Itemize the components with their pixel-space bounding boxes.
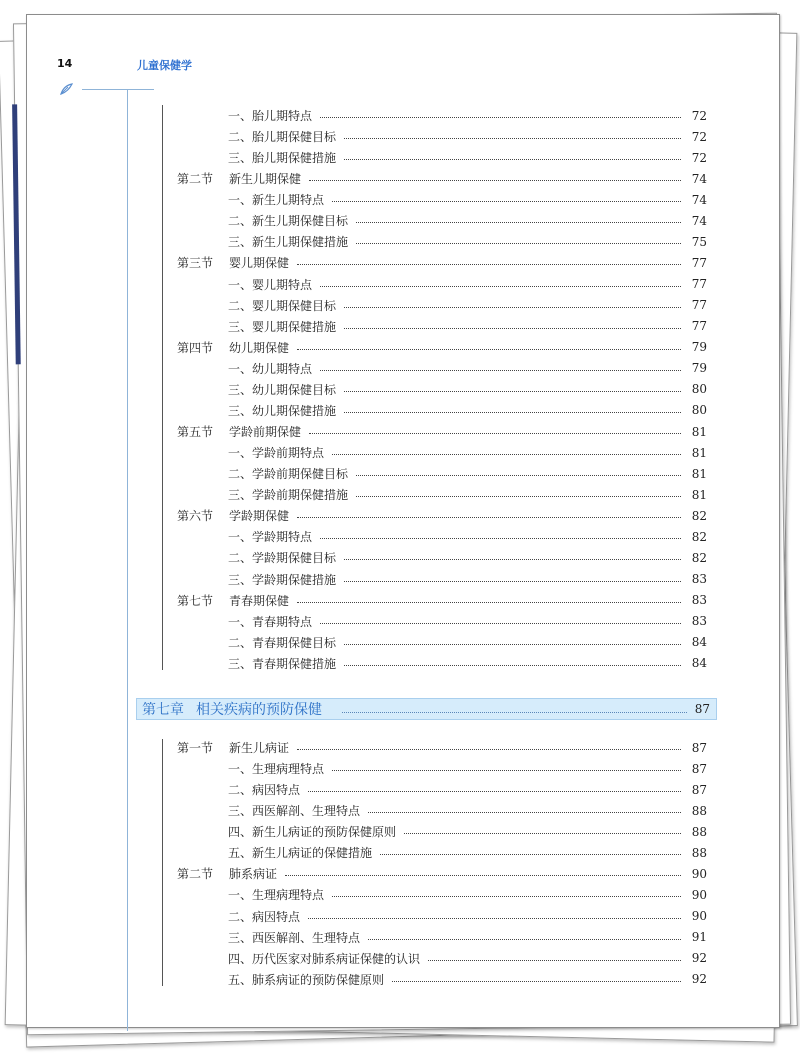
toc-page-number: 81: [691, 424, 707, 439]
leader-dots: [320, 623, 681, 624]
leader-dots: [356, 222, 681, 223]
toc-item-row[interactable]: [228, 274, 707, 295]
toc-item-label: 一、幼儿期特点: [228, 361, 313, 376]
toc-page-number: 87: [691, 761, 707, 776]
toc-item-row[interactable]: [228, 779, 707, 800]
toc-section-row[interactable]: [177, 252, 707, 273]
chapter-heading[interactable]: [136, 698, 717, 720]
toc-item-label: 五、新生儿病证的保健措施: [228, 846, 373, 861]
toc-page-number: 80: [691, 382, 707, 397]
section-title: 学龄期保健: [229, 509, 290, 524]
toc-item-label: 一、学龄期特点: [228, 530, 313, 545]
toc-item-row[interactable]: [228, 126, 707, 147]
leader-dots: [332, 770, 681, 771]
toc-item-row[interactable]: [228, 442, 707, 463]
section-number: 第五节: [177, 425, 214, 440]
chapter-number: 第七章: [142, 702, 184, 718]
section-number: 第三节: [177, 256, 214, 271]
toc-page-number: 91: [691, 930, 707, 945]
toc-section-row[interactable]: [177, 863, 707, 884]
leader-dots: [344, 412, 681, 413]
toc-section-row[interactable]: [177, 505, 707, 526]
toc-page-number: 84: [691, 635, 707, 650]
toc-item-label: 二、新生儿期保健目标: [228, 214, 349, 229]
section-title: 学龄前期保健: [229, 425, 302, 440]
toc-item-label: 一、生理病理特点: [228, 888, 325, 903]
toc-section-row[interactable]: [177, 168, 707, 189]
leader-dots: [297, 264, 681, 265]
toc-item-label: 三、西医解剖、生理特点: [228, 930, 361, 945]
leader-dots: [332, 454, 681, 455]
leader-dots: [285, 875, 681, 876]
leader-dots: [344, 665, 681, 666]
toc-page-number: 83: [691, 572, 707, 587]
leader-dots: [344, 581, 681, 582]
toc-item-label: 三、西医解剖、生理特点: [228, 804, 361, 819]
toc-item-label: 三、胎儿期保健措施: [228, 151, 337, 166]
toc-bracket: [162, 105, 163, 670]
leader-dots: [320, 286, 681, 287]
section-title: 新生儿期保健: [229, 172, 302, 187]
toc-page-number: 81: [691, 445, 707, 460]
toc-item-label: 一、婴儿期特点: [228, 277, 313, 292]
toc-item-label: 一、学龄前期特点: [228, 446, 325, 461]
toc-item-row[interactable]: [228, 569, 707, 590]
toc-page-number: 81: [691, 466, 707, 481]
section-number: 第二节: [177, 172, 214, 187]
leader-dots: [356, 243, 681, 244]
toc-page-number: 87: [691, 782, 707, 797]
toc-page-number: 90: [691, 887, 707, 902]
toc-section-label: [177, 739, 289, 756]
toc-item-row[interactable]: [228, 927, 707, 948]
leader-dots: [356, 475, 681, 476]
toc-item-row[interactable]: [228, 906, 707, 927]
toc-item-label: 二、胎儿期保健目标: [228, 130, 337, 145]
toc-page-number: 75: [691, 234, 707, 249]
toc-item-row[interactable]: [228, 484, 707, 505]
toc-page-number: 74: [691, 171, 707, 186]
toc-section-row[interactable]: [177, 421, 707, 442]
toc-item-row[interactable]: [228, 105, 707, 126]
toc-section-row[interactable]: [177, 337, 707, 358]
leader-dots: [428, 960, 681, 961]
toc-page-number: 74: [691, 192, 707, 207]
leader-dots: [297, 749, 681, 750]
toc-item-row[interactable]: [228, 884, 707, 905]
leader-dots: [308, 918, 681, 919]
toc-item-label: 二、学龄期保健目标: [228, 551, 337, 566]
toc-page-number: 84: [691, 656, 707, 671]
toc-item-label: 一、新生儿期特点: [228, 193, 325, 208]
toc-item-label: 四、新生儿病证的预防保健原则: [228, 825, 397, 840]
toc-item-row[interactable]: [228, 632, 707, 653]
section-title: 肺系病证: [229, 867, 278, 882]
chapter-title: 相关疾病的预防保健: [196, 702, 322, 718]
leader-dots: [297, 602, 681, 603]
toc-page-number: 88: [691, 845, 707, 860]
leader-dots: [368, 939, 681, 940]
toc-page-number: 80: [691, 403, 707, 418]
leader-dots: [344, 559, 681, 560]
toc-bracket: [162, 739, 163, 986]
toc-page-number: 77: [691, 277, 707, 292]
toc-page-number: 90: [691, 866, 707, 881]
leader-dots: [392, 981, 681, 982]
leader-dots: [308, 791, 681, 792]
toc-item-row[interactable]: [228, 463, 707, 484]
toc-page-number: 88: [691, 803, 707, 818]
toc-page-number: 92: [691, 951, 707, 966]
toc-item-label: 三、学龄前期保健措施: [228, 488, 349, 503]
section-title: 新生儿病证: [229, 741, 290, 755]
toc-item-label: 一、青春期特点: [228, 614, 313, 629]
toc-item-row[interactable]: [228, 969, 707, 990]
toc-page-number: 72: [691, 129, 707, 144]
leader-dots: [344, 138, 681, 139]
toc-page-number: 83: [691, 593, 707, 608]
toc-page-number: 83: [691, 614, 707, 629]
toc-item-row[interactable]: [228, 611, 707, 632]
toc-item-row[interactable]: [228, 800, 707, 821]
toc-item-label: 二、病因特点: [228, 909, 301, 924]
toc-section-label: [177, 423, 301, 440]
section-number: 第六节: [177, 509, 214, 524]
toc-item-row[interactable]: [228, 189, 707, 210]
toc-item-row[interactable]: [228, 653, 707, 674]
leader-dots: [344, 644, 681, 645]
leader-dots: [332, 896, 681, 897]
toc-page-number: 82: [691, 508, 707, 523]
toc-page-number: 77: [691, 319, 707, 334]
toc-page-number: 81: [691, 487, 707, 502]
toc-page-number: 82: [691, 529, 707, 544]
toc-item-row[interactable]: [228, 295, 707, 316]
toc-item-label: 三、幼儿期保健措施: [228, 403, 337, 418]
toc-page-number: 74: [691, 213, 707, 228]
toc-item-row[interactable]: [228, 147, 707, 168]
book-page: [26, 14, 780, 1028]
page-number: 14: [57, 57, 73, 70]
leader-dots: [344, 159, 681, 160]
toc-section-label: [177, 507, 289, 524]
section-title: 婴儿期保健: [229, 256, 290, 271]
toc-section-label: [177, 592, 289, 609]
toc-page-number: 79: [691, 361, 707, 376]
toc-item-row[interactable]: [228, 948, 707, 969]
leaf-ornament-icon: [59, 82, 73, 96]
leader-dots: [404, 833, 681, 834]
toc-section-row[interactable]: [177, 590, 707, 611]
leader-dots: [344, 391, 681, 392]
leader-dots: [320, 117, 681, 118]
toc-item-label: 一、生理病理特点: [228, 762, 325, 777]
toc-item-row[interactable]: [228, 379, 707, 400]
margin-rule: [127, 89, 128, 1031]
leader-dots: [297, 517, 681, 518]
toc-item-label: 三、婴儿期保健措施: [228, 319, 337, 334]
toc-page-number: 79: [691, 340, 707, 355]
leader-dots: [344, 307, 681, 308]
toc-item-label: 三、新生儿期保健措施: [228, 235, 349, 250]
toc-item-row[interactable]: [228, 547, 707, 568]
toc-item-label: 二、青春期保健目标: [228, 635, 337, 650]
section-number: 第四节: [177, 340, 214, 355]
section-number: 第七节: [177, 593, 214, 608]
toc-item-row[interactable]: [228, 821, 707, 842]
leader-dots: [309, 433, 681, 434]
section-title: 青春期保健: [229, 593, 290, 608]
toc-item-label: 二、学龄前期保健目标: [228, 467, 349, 482]
toc-page-number: 88: [691, 824, 707, 839]
running-title: 儿童保健学: [137, 59, 192, 72]
toc-page-number: 87: [691, 740, 707, 755]
leader-dots: [309, 180, 681, 181]
toc-section-label: [177, 170, 301, 187]
toc-item-row[interactable]: [228, 231, 707, 252]
toc-page-number: 90: [691, 909, 707, 924]
leader-dots: [332, 201, 681, 202]
toc-item-label: 二、婴儿期保健目标: [228, 298, 337, 313]
toc-item-row[interactable]: [228, 400, 707, 421]
toc-item-label: 四、历代医家对肺系病证保健的认识: [228, 951, 421, 966]
leader-dots: [320, 370, 681, 371]
toc-item-row[interactable]: [228, 758, 707, 779]
ornament-rule: [82, 89, 154, 90]
toc-item-row[interactable]: [228, 316, 707, 337]
leader-dots: [380, 854, 681, 855]
toc-page-number: 72: [691, 108, 707, 123]
toc-item-label: 五、肺系病证的预防保健原则: [228, 972, 385, 987]
leader-dots: [320, 538, 681, 539]
toc-page-number: 82: [691, 550, 707, 565]
toc-item-row[interactable]: [228, 526, 707, 547]
toc-item-row[interactable]: [228, 358, 707, 379]
section-number: 第一节: [177, 741, 214, 755]
chapter-page: 87: [694, 702, 710, 716]
toc-item-label: 三、学龄期保健措施: [228, 572, 337, 587]
toc-item-row[interactable]: [228, 842, 707, 863]
toc-page-number: 72: [691, 150, 707, 165]
section-title: 幼儿期保健: [229, 340, 290, 355]
leader-dots: [342, 712, 687, 713]
toc-section-label: [177, 339, 289, 356]
leader-dots: [368, 812, 681, 813]
section-number: 第二节: [177, 867, 214, 882]
toc-page-number: 77: [691, 255, 707, 270]
toc-page-number: 92: [691, 972, 707, 987]
leader-dots: [297, 349, 681, 350]
toc-item-label: 三、青春期保健措施: [228, 656, 337, 671]
toc-item-label: 三、幼儿期保健目标: [228, 382, 337, 397]
toc-section-label: [177, 865, 277, 882]
toc-item-row[interactable]: [228, 210, 707, 231]
toc-page-number: 77: [691, 298, 707, 313]
toc-section-label: [177, 254, 289, 271]
leader-dots: [356, 496, 681, 497]
toc-item-label: 一、胎儿期特点: [228, 109, 313, 123]
toc-section-row[interactable]: [177, 737, 707, 758]
leader-dots: [344, 328, 681, 329]
toc-item-label: 二、病因特点: [228, 783, 301, 798]
